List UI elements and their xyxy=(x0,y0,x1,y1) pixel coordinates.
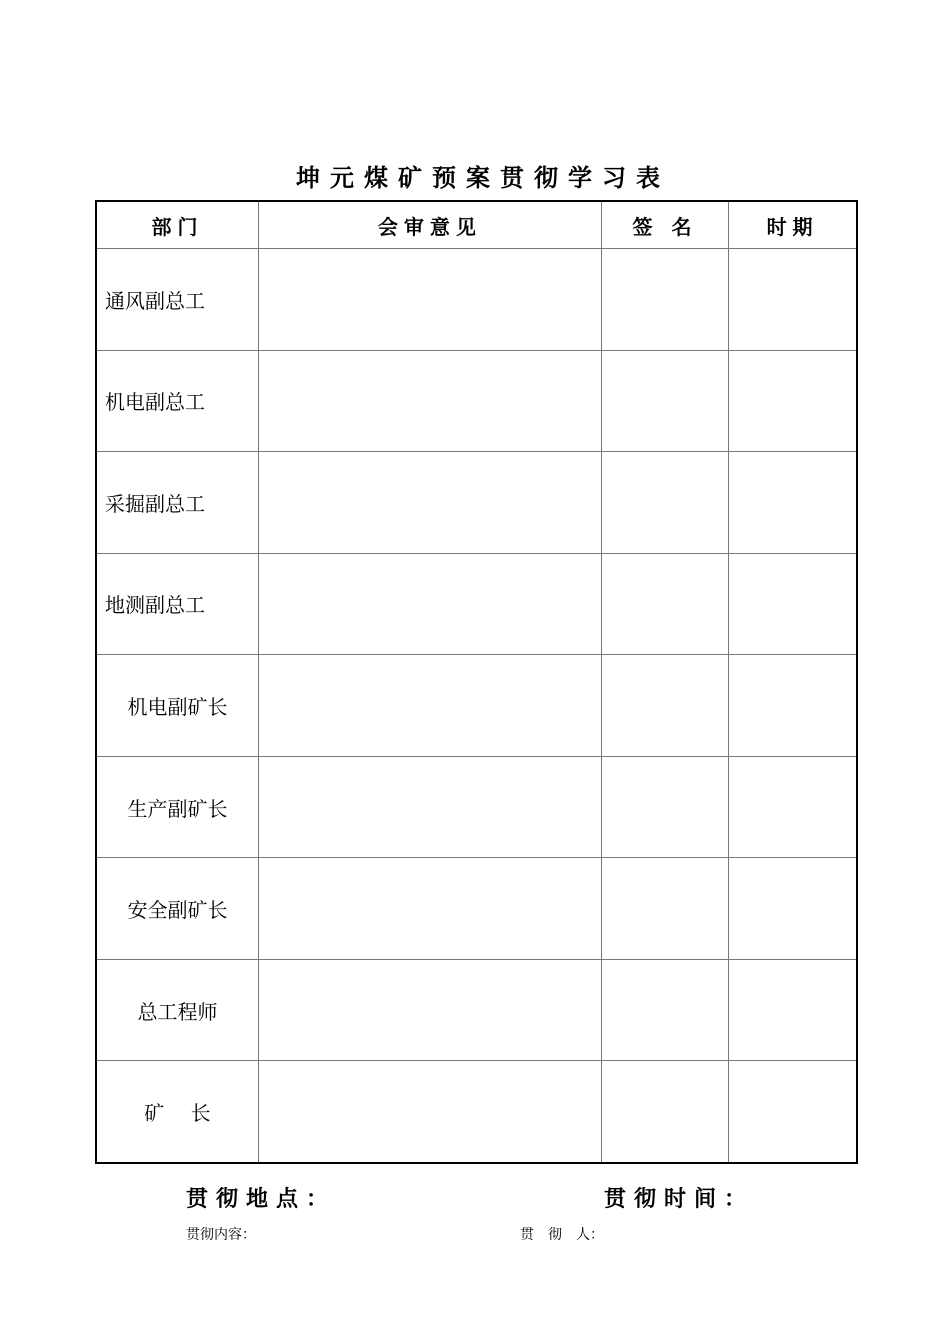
date-cell[interactable] xyxy=(729,655,857,757)
date-cell[interactable] xyxy=(729,756,857,858)
review-opinion-cell[interactable] xyxy=(258,655,601,757)
signature-cell[interactable] xyxy=(601,553,728,655)
date-cell[interactable] xyxy=(729,452,857,554)
department-cell: 采掘副总工 xyxy=(96,452,258,554)
signature-cell[interactable] xyxy=(601,1061,728,1163)
department-cell: 生产副矿长 xyxy=(96,756,258,858)
time-label: 贯彻时间： xyxy=(604,1186,755,1212)
study-record-table xyxy=(95,200,858,1164)
review-opinion-cell[interactable] xyxy=(258,553,601,655)
department-cell: 机电副总工 xyxy=(96,350,258,452)
review-opinion-cell[interactable] xyxy=(258,452,601,554)
table-row xyxy=(96,452,857,554)
signature-cell[interactable] xyxy=(601,756,728,858)
review-opinion-cell[interactable] xyxy=(258,350,601,452)
header-date: 时期 xyxy=(729,201,857,249)
content-label: 贯彻内容： xyxy=(186,1227,256,1243)
review-opinion-cell[interactable] xyxy=(258,756,601,858)
date-cell[interactable] xyxy=(729,553,857,655)
department-cell: 矿 长 xyxy=(96,1061,258,1163)
signature-cell[interactable] xyxy=(601,350,728,452)
table-row xyxy=(96,655,857,757)
review-opinion-cell[interactable] xyxy=(258,249,601,351)
header-signature: 签 名 xyxy=(601,201,728,249)
table-row xyxy=(96,553,857,655)
date-cell[interactable] xyxy=(729,1061,857,1163)
review-opinion-cell[interactable] xyxy=(258,1061,601,1163)
header-department: 部门 xyxy=(96,201,258,249)
date-cell[interactable] xyxy=(729,350,857,452)
location-label: 贯彻地点： xyxy=(186,1186,337,1212)
signature-cell[interactable] xyxy=(601,959,728,1061)
date-cell[interactable] xyxy=(729,959,857,1061)
table-row xyxy=(96,959,857,1061)
table-row xyxy=(96,1061,857,1163)
table-row xyxy=(96,350,857,452)
header-review-opinion: 会审意见 xyxy=(258,201,601,249)
signature-cell[interactable] xyxy=(601,858,728,960)
signature-cell[interactable] xyxy=(601,655,728,757)
department-cell: 安全副矿长 xyxy=(96,858,258,960)
review-opinion-cell[interactable] xyxy=(258,959,601,1061)
person-label: 贯 彻 人： xyxy=(520,1227,604,1243)
review-opinion-cell[interactable] xyxy=(258,858,601,960)
department-cell: 总工程师 xyxy=(96,959,258,1061)
table-row xyxy=(96,249,857,351)
table-row xyxy=(96,858,857,960)
signature-cell[interactable] xyxy=(601,452,728,554)
table-row xyxy=(96,756,857,858)
department-cell: 地测副总工 xyxy=(96,553,258,655)
department-cell: 通风副总工 xyxy=(96,249,258,351)
table-header-row xyxy=(96,201,857,249)
date-cell[interactable] xyxy=(729,858,857,960)
table-body xyxy=(96,249,857,1164)
page-title: 坤元煤矿预案贯彻学习表 xyxy=(296,163,670,192)
date-cell[interactable] xyxy=(729,249,857,351)
department-cell: 机电副矿长 xyxy=(96,655,258,757)
signature-cell[interactable] xyxy=(601,249,728,351)
